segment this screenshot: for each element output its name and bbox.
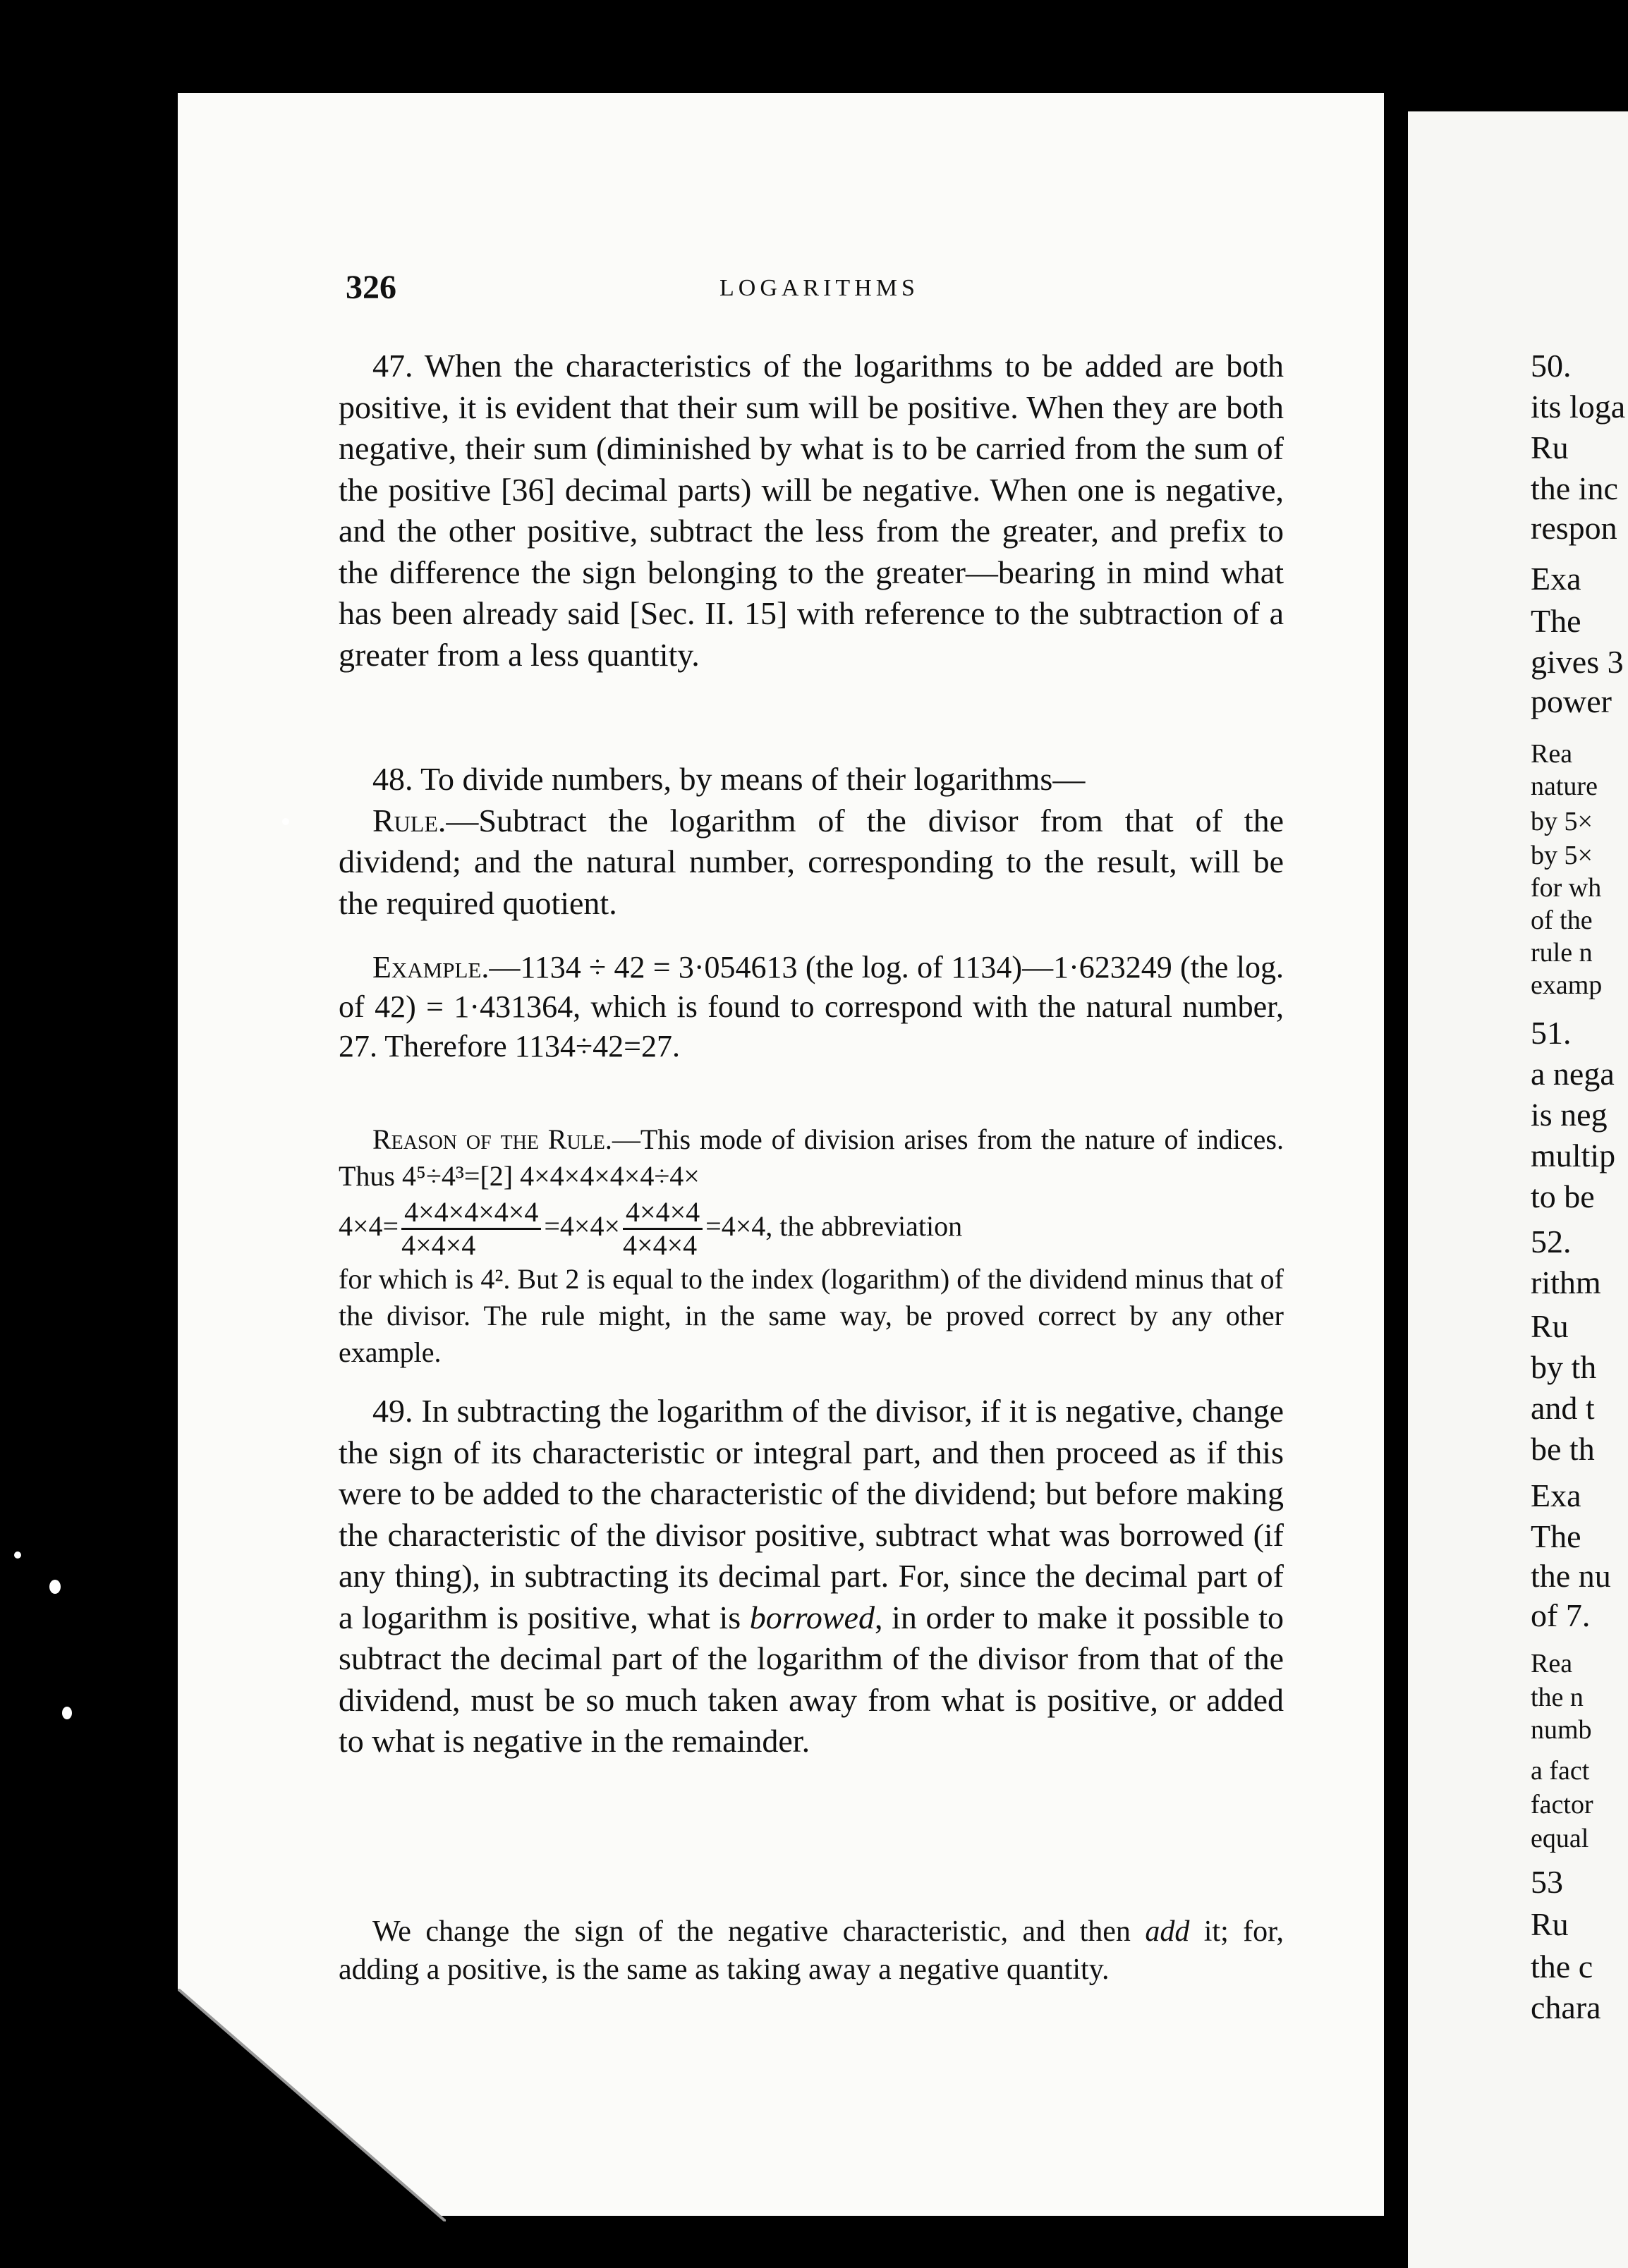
reason-of-the-rule (339, 1121, 1284, 1371)
adjacent-page-line: 50. (1531, 348, 1572, 384)
adjacent-page (1408, 111, 1628, 2268)
dust-speck (282, 818, 289, 825)
adjacent-page-line: examp (1531, 970, 1603, 1000)
adjacent-page-line: factor (1531, 1790, 1593, 1819)
adjacent-page-line: its loga (1531, 389, 1626, 425)
adjacent-page-line: by 5× (1531, 807, 1593, 836)
reason-label: Reason of the Rule. (372, 1123, 612, 1155)
adjacent-page-line: Ru (1531, 429, 1569, 465)
adjacent-page-line: respon (1531, 510, 1617, 546)
adjacent-page-line: Exa (1531, 561, 1581, 597)
paragraph-49: 49. In subtracting the logarithm of the divisor, if it is negative, change the sign of its characteristic or integral part, and then proceed as if this were to be added to the characteristic of the dividend; but before making the characteristic of the divisor positive, subtract what was borrowed (if any thing), in subtracting its decimal part. For, since the decimal part of a logarithm is positive, what is borrowed, in order to make it possible to subtract the decimal part of the logarithm of the divisor from that of the dividend, must be so much taken away from what is positive, or added to what is negative in the remainder. (339, 1393, 1284, 1759)
dust-speck (49, 1580, 61, 1594)
adjacent-page-line: 51. (1531, 1015, 1572, 1051)
adjacent-page-line: by th (1531, 1349, 1597, 1385)
dust-speck (14, 1551, 21, 1559)
rule (339, 800, 1284, 925)
page-corner-fold (178, 1989, 446, 2221)
adjacent-page-line: and t (1531, 1390, 1595, 1426)
adjacent-page-line: be th (1531, 1431, 1595, 1467)
page-number: 326 (346, 269, 396, 306)
rule-label: Rule. (372, 802, 447, 839)
paragraph-47: 47. When the characteristics of the logarithms to be added are both positive, it is evident that their sum will be positive. When they are both negative, their sum (diminished by what is to be carried from the sum of the positive [36] decimal parts) will be negative. When one is negative, and the other positive, subtract the less from the greater, and prefix to the difference the sign belonging to the greater—bearing in mind what has been already said [Sec. II. 15] with reference to the subtraction of a greater from a less quantity. (339, 348, 1284, 673)
dust-speck (62, 1707, 72, 1719)
footnote: We change the sign of the negative characteristic, and then add it; for, adding a positive, is the same as taking away a negative quantity. (339, 1915, 1284, 1986)
adjacent-page-line: by 5× (1531, 841, 1593, 870)
adjacent-page-line: rule n (1531, 938, 1593, 968)
reason-equation: 4×4= $\frac{4\times 4\times 4\times 4\times 4}{4\times 4\times 4}$ =4×4× $\frac{4\times 4\times 4}{4\times 4\times 4}$ =4×4, the abbreviation (339, 1196, 963, 1262)
fraction-2: $\frac{4\times 4\times 4}{4\times 4\times 4}$ (623, 1197, 703, 1261)
adjacent-page-line: of 7. (1531, 1597, 1591, 1633)
fraction-1: $\frac{4\times 4\times 4\times 4\times 4}{4\times 4\times 4}$ (401, 1197, 541, 1261)
reason-line1: —This mode of division arises from the nature of indices. Thus 4⁵÷4³=[2] 4×4×4×4×4÷4× (339, 1123, 1284, 1192)
adjacent-page-line: The (1531, 1518, 1581, 1554)
adjacent-page-line: numb (1531, 1715, 1592, 1745)
adjacent-page-line: chara (1531, 1989, 1601, 2025)
example-label: Example. (372, 950, 490, 984)
adjacent-page-line: the nu (1531, 1558, 1611, 1594)
adjacent-page-line: equal (1531, 1824, 1589, 1853)
adjacent-page-line: 53 (1531, 1864, 1563, 1900)
adjacent-page-line: nature (1531, 772, 1598, 801)
adjacent-page-line: of the (1531, 906, 1593, 935)
paragraph-48: 48. To divide numbers, by means of their logarithms— Rule.—Subtract the logarithm of the divisor from that of the dividend; and the natural number, corresponding to the result, will be the required quotient. (339, 759, 1284, 924)
example-text: —1134 ÷ 42 = 3·054613 (the log. of 1134)—1·623249 (the log. of 42) = 1·431364, which is found to correspond with the natural number, 27. Therefore 1134÷42=27. (339, 950, 1284, 1063)
page-header (346, 268, 1291, 310)
adjacent-page-line: Ru (1531, 1308, 1569, 1344)
reason-rest: for which is 4². But 2 is equal to the index (logarithm) of the dividend minus that of the divisor. The rule might, in the same way, be proved correct by any other example. (339, 1263, 1284, 1369)
adjacent-page-line: for wh (1531, 873, 1602, 903)
adjacent-page-line: the n (1531, 1683, 1584, 1712)
adjacent-page-line: Ru (1531, 1906, 1569, 1942)
running-head: LOGARITHMS (719, 275, 919, 301)
adjacent-page-line: the c (1531, 1949, 1593, 1984)
adjacent-page-line: multip (1531, 1138, 1616, 1173)
adjacent-page-line: The (1531, 603, 1581, 639)
example (339, 948, 1284, 1066)
adjacent-page-line: the inc (1531, 470, 1618, 506)
adjacent-page-line: gives 3 (1531, 644, 1624, 680)
adjacent-page-line: Rea (1531, 1649, 1573, 1678)
adjacent-page-line: power (1531, 683, 1612, 719)
adjacent-page-line: rithm (1531, 1264, 1601, 1300)
adjacent-page-line: is neg (1531, 1097, 1608, 1133)
adjacent-page-line: a nega (1531, 1056, 1615, 1092)
adjacent-page-line: a fact (1531, 1756, 1590, 1786)
adjacent-page-line: to be (1531, 1178, 1595, 1214)
adjacent-page-line: Rea (1531, 739, 1573, 769)
adjacent-page-line: Exa (1531, 1477, 1581, 1513)
adjacent-page-line: 52. (1531, 1224, 1572, 1260)
rule-text: —Subtract the logarithm of the divisor from that of the dividend; and the natural number, corresponding to the result, will be the required quotient. (339, 802, 1284, 921)
